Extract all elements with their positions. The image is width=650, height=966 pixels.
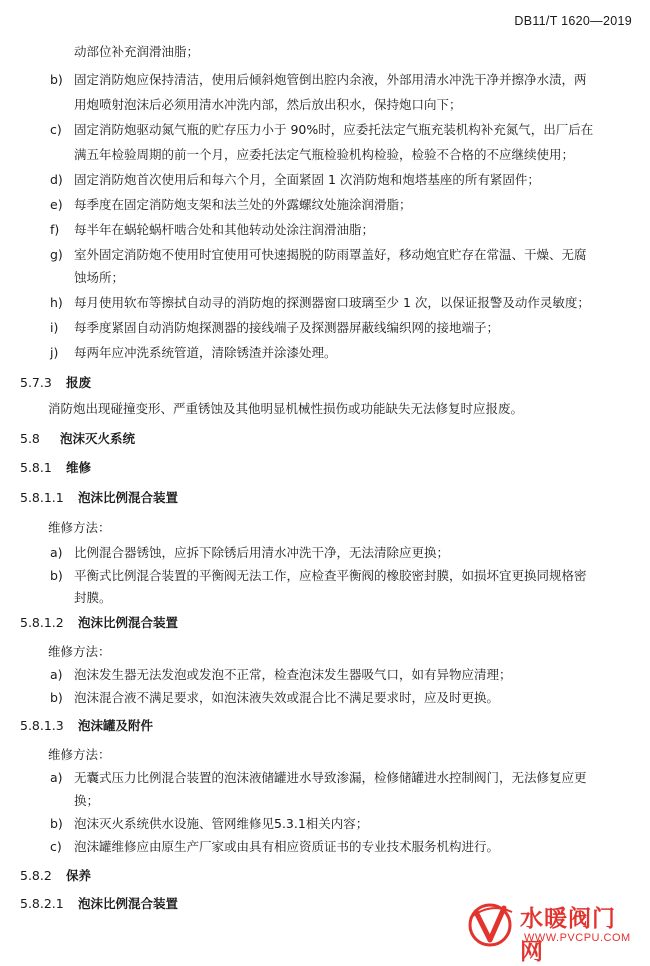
list-item-text: 无囊式压力比例混合装置的泡沫液储罐进水导致渗漏，检修储罐进水控制阀门，无法修复应更 [74, 770, 587, 785]
list-marker: b) [50, 72, 63, 87]
section-number: 5.8.1 [20, 460, 52, 475]
list-item-text: 换； [74, 793, 100, 808]
section-title: 保养 [66, 868, 92, 883]
list-item-text: 固定消防炮驱动氮气瓶的贮存压力小于 90%时，应委托法定气瓶充装机构补充氮气，出厂后在 [74, 122, 594, 137]
section-title: 报废 [66, 375, 92, 390]
section-title: 泡沫比例混合装置 [78, 896, 179, 911]
section-title: 泡沫比例混合装置 [78, 490, 179, 505]
site-watermark [464, 898, 634, 965]
list-marker: a) [50, 770, 63, 785]
list-item-text: 泡沫混合液不满足要求，如泡沫液失效或混合比不满足要求时，应及时更换。 [74, 690, 500, 705]
section-number: 5.8 [20, 431, 40, 446]
list-marker: b) [50, 690, 63, 705]
section-number: 5.8.1.2 [20, 615, 64, 630]
list-marker: h) [50, 295, 63, 310]
list-item-text: 室外固定消防炮不使用时宜使用可快速揭脱的防雨罩盖好，移动炮宜贮存在常温、干燥、无腐 [74, 247, 587, 262]
list-marker: j) [50, 345, 59, 360]
method-intro: 维修方法： [48, 520, 111, 535]
list-marker: g) [50, 247, 63, 262]
list-item-text: 泡沫灭火系统供水设施、管网维修见5.3.1相关内容； [74, 816, 369, 831]
list-item-text: 平衡式比例混合装置的平衡阀无法工作，应检查平衡阀的橡胶密封膜，如损坏宜更换同规格密 [74, 568, 587, 583]
section-title: 泡沫罐及附件 [78, 718, 154, 733]
section-number: 5.7.3 [20, 375, 52, 390]
list-item-text: 满五年检验周期的前一个月，应委托法定气瓶检验机构检验，检验不合格的不应继续使用； [74, 147, 575, 162]
section-paragraph: 消防炮出现碰撞变形、严重锈蚀及其他明显机械性损伤或功能缺失无法修复时应报废。 [48, 401, 524, 416]
list-item-text: 固定消防炮首次使用后和每六个月，全面紧固 1 次消防炮和炮塔基座的所有紧固件； [74, 172, 540, 187]
section-number: 5.8.1.3 [20, 718, 64, 733]
pv-logo-icon [464, 898, 516, 950]
section-heading-5-8 [20, 429, 135, 448]
list-marker: e) [50, 197, 63, 212]
method-intro: 维修方法： [48, 747, 111, 762]
standard-code: DB11/T 1620—2019 [514, 14, 632, 28]
list-item-text: 比例混合器锈蚀，应拆下除锈后用清水冲洗干净，无法清除应更换； [74, 545, 450, 560]
section-number: 5.8.2 [20, 868, 52, 883]
list-marker: b) [50, 816, 63, 831]
section-number: 5.8.2.1 [20, 896, 64, 911]
section-number: 5.8.1.1 [20, 490, 64, 505]
section-heading-5-8-1-3 [20, 716, 153, 735]
list-item-text: 蚀场所； [74, 270, 125, 285]
list-item-text: 泡沫罐维修应由原生产厂家或由具有相应资质证书的专业技术服务机构进行。 [74, 839, 500, 854]
list-item-text: 每两年应冲洗系统管道，清除锈渣并涂漆处理。 [74, 345, 337, 360]
list-item-text: 每月使用软布等擦拭自动寻的消防炮的探测器窗口玻璃至少 1 次，以保证报警及动作灵敏度； [74, 295, 590, 310]
list-item-text: 固定消防炮应保持清洁，使用后倾斜炮管倒出腔内余液，外部用清水冲洗干净并擦净水渍，两 [74, 72, 587, 87]
list-item-text: 每季度在固定消防炮支架和法兰处的外露螺纹处施涂润滑脂； [74, 197, 412, 212]
section-title: 维修 [66, 460, 92, 475]
list-marker: c) [50, 839, 62, 854]
list-item-text: 泡沫发生器无法发泡或发泡不正常，检查泡沫发生器吸气口，如有异物应清理； [74, 667, 512, 682]
watermark-title: 水暖阀门网 [520, 906, 616, 965]
watermark-url: WWW.PVCPU.COM [524, 932, 631, 944]
section-title: 泡沫灭火系统 [60, 431, 136, 446]
section-heading-5-8-2 [20, 866, 91, 885]
section-heading-5-8-2-1 [20, 894, 178, 913]
section-heading-5-8-1-1 [20, 488, 178, 507]
list-item-text: 每季度紧固自动消防炮探测器的接线端子及探测器屏蔽线编织网的接地端子； [74, 320, 500, 335]
list-marker: c) [50, 122, 62, 137]
list-item-text: 每半年在蜗轮蜗杆啮合处和其他转动处涂注润滑油脂； [74, 222, 375, 237]
list-item-text: 封膜。 [74, 590, 112, 605]
list-marker: a) [50, 545, 63, 560]
list-marker: i) [50, 320, 59, 335]
continued-text: 动部位补充润滑油脂； [74, 44, 200, 59]
section-heading-5-8-1 [20, 458, 91, 477]
section-heading-5-7-3 [20, 373, 91, 392]
section-heading-5-8-1-2 [20, 613, 178, 632]
list-marker: a) [50, 667, 63, 682]
list-marker: b) [50, 568, 63, 583]
section-title: 泡沫比例混合装置 [78, 615, 179, 630]
list-marker: f) [50, 222, 60, 237]
method-intro: 维修方法： [48, 644, 111, 659]
list-marker: d) [50, 172, 63, 187]
list-item-text: 用炮喷射泡沫后必须用清水冲洗内部，然后放出积水，保持炮口向下； [74, 97, 462, 112]
